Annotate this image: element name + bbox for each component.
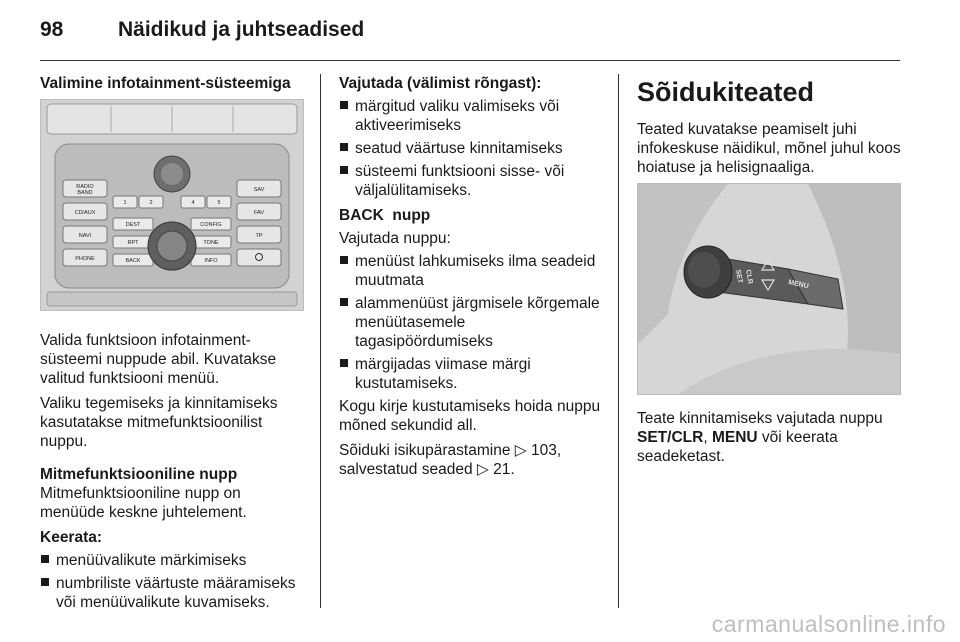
list-item: märgijadas viimase märgi kustutamiseks. [339, 355, 605, 393]
list-item: märgitud valiku valimiseks või aktiveerimiseks [339, 97, 605, 135]
phone-button-label: PHONE [75, 256, 95, 262]
column-divider [618, 74, 619, 608]
back-intro: Vajutada nuppu: [339, 230, 451, 247]
paragraph: Valida funktsioon infotainment-süsteemi nuppude abil. Kuvatakse valitud funktsiooni menüü. [40, 332, 277, 387]
watermark: carmanualsonline.info [711, 611, 946, 637]
info-button-label: INFO [204, 258, 218, 264]
square-bullet-icon [340, 143, 348, 151]
square-bullet-icon [340, 101, 348, 109]
section-heading: Sõidukiteated [637, 77, 815, 107]
infotainment-panel-illustration [41, 100, 303, 310]
tone-button-label: TONE [203, 240, 219, 246]
list-item: alammenüüst järgmisele kõrgemale menüütasemele tagasipöördumiseks [339, 294, 605, 351]
cd-aux-button-label: CD/AUX [74, 210, 96, 216]
column-divider [320, 74, 321, 608]
navi-button-label: NAVI [78, 233, 92, 239]
list-item: menüüst lahkumiseks ilma seadeid muutmata [339, 252, 605, 290]
paragraph: Mitmefunktsiooniline nupp on menüüde keskne juhtelement. [40, 485, 247, 521]
set-label: SET [734, 269, 744, 284]
square-bullet-icon [41, 555, 49, 563]
back-button-label: BACK [125, 258, 141, 264]
press-list [339, 97, 605, 200]
square-bullet-icon [340, 166, 348, 174]
preset-4-label: 4 [191, 200, 195, 206]
list-item: menüüvalikute märkimiseks [40, 551, 308, 570]
page-number: 98 [40, 18, 64, 41]
list-item: seatud väärtuse kinnitamiseks [339, 139, 605, 158]
square-bullet-icon [340, 359, 348, 367]
paragraph: Kogu kirje kustutamiseks hoida nuppu mõned sekundid all. [339, 398, 601, 434]
stalk-control-figure [637, 183, 901, 395]
paragraph: Teate kinnitamiseks vajutada nuppu SET/CLR, MENU või keerata seadeketast. [637, 410, 883, 465]
preset-5-label: 5 [217, 200, 221, 206]
list-item: numbriliste väärtuste määramiseks või menüüvalikute kuvamiseks. [40, 574, 308, 612]
column-1 [40, 74, 308, 616]
column-3 [637, 74, 903, 472]
turn-list [40, 551, 308, 612]
chapter-title: Näidikud ja juhtseadised [118, 18, 365, 41]
turn-label: Keerata: [40, 529, 103, 546]
sav-button-label: SAV [253, 187, 265, 193]
press-title: Vajutada (välimist rõngast): [339, 75, 542, 92]
subsection-title: Mitmefunktsiooniline nupp [40, 466, 238, 483]
cross-reference[interactable]: Sõiduki isikupärastamine ▷ 103, salvestatud seaded ▷ 21. [339, 442, 562, 478]
rpt-button-label: RPT [127, 240, 139, 246]
section-title: Valimine infotainment-süsteemiga [40, 75, 291, 92]
fav-button-label: FAV [254, 210, 264, 216]
tp-button-label: TP [255, 233, 263, 239]
header-rule [40, 60, 900, 61]
paragraph: Valiku tegemiseks ja kinnitamiseks kasutatakse mitmefunktsioonilist nuppu. [40, 395, 278, 450]
dest-button-label: DEST [125, 222, 141, 228]
menu-label: MENU [787, 279, 810, 291]
square-bullet-icon [340, 298, 348, 306]
band-button-label: BAND [77, 190, 93, 196]
preset-1-label: 1 [123, 200, 127, 206]
column-2 [339, 74, 605, 485]
preset-2-label: 2 [149, 200, 153, 206]
paragraph: Teated kuvatakse peamiselt juhi infokeskuse näidikul, mõnel juhul koos hoiatuse ja helisignaaliga. [637, 121, 901, 176]
square-bullet-icon [340, 256, 348, 264]
arrow-right-icon: ▷ [476, 461, 489, 478]
square-bullet-icon [41, 578, 49, 586]
list-item: süsteemi funktsiooni sisse- või väljalülitamiseks. [339, 162, 605, 200]
radio-button-label: RADIO [76, 184, 94, 190]
infotainment-panel-figure [40, 99, 304, 311]
stalk-illustration [638, 184, 900, 394]
back-button-title: BACK nupp [339, 207, 431, 224]
arrow-right-icon: ▷ [514, 442, 527, 459]
clr-label: CLR [744, 269, 754, 285]
back-list [339, 252, 605, 393]
config-button-label: CONFIG [200, 222, 222, 228]
